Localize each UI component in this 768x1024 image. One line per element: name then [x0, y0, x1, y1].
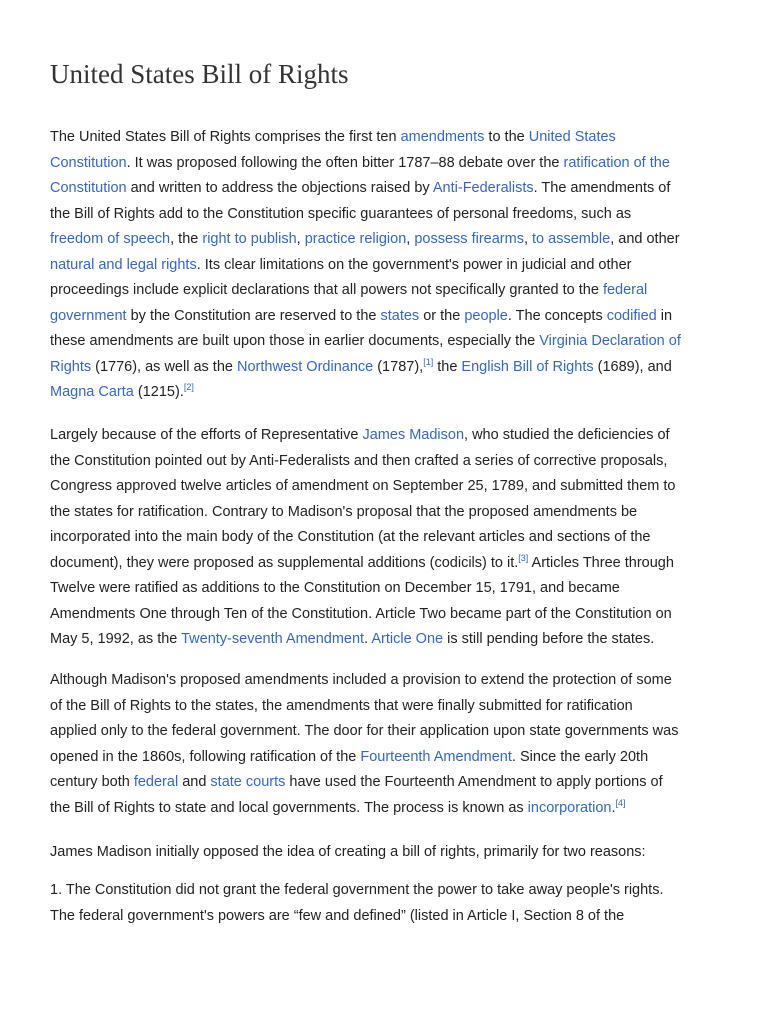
text-line — [50, 202, 730, 228]
body-text: . — [611, 799, 616, 816]
text-line — [50, 355, 730, 381]
wiki-link[interactable]: people — [464, 307, 508, 324]
text-line — [50, 796, 730, 822]
text-line — [50, 253, 730, 279]
text-line — [50, 125, 730, 151]
text-line — [50, 329, 730, 355]
body-text: . The concepts — [507, 307, 607, 324]
text-line — [50, 474, 730, 500]
body-text: document), they were proposed as supplemental additions (codicils) to it. — [50, 554, 519, 571]
text-line — [50, 770, 730, 796]
body-text: to the — [484, 129, 529, 145]
wiki-link[interactable]: ratification of the — [563, 154, 670, 171]
body-text: and — [178, 774, 211, 790]
text-line — [50, 423, 730, 449]
body-text: these amendments are built upon those in earlier documents, especially the — [50, 333, 540, 349]
wiki-link[interactable]: natural and legal rights — [50, 256, 197, 273]
text-line — [50, 668, 730, 694]
body-text: of the Bill of Rights to the states, the amendments that were finally submitted for ratification — [50, 697, 633, 714]
text-line — [50, 627, 730, 653]
wiki-link[interactable]: amendments — [400, 129, 485, 145]
citation-reference[interactable]: [3] — [518, 552, 529, 563]
body-text: proceedings include explicit declarations that all powers not specifically granted to the — [50, 282, 603, 298]
body-text: 1. The Constitution did not grant the federal government the power to take away people's rights. — [50, 882, 664, 898]
body-text: the — [433, 358, 462, 375]
paragraph-madison-opposition — [50, 840, 730, 866]
text-line — [50, 602, 730, 628]
citation-reference[interactable]: [4] — [615, 797, 626, 808]
body-text: , — [296, 231, 305, 247]
body-text: Although Madison's proposed amendments included a provision to extend the protection of some — [50, 672, 672, 688]
body-text: Amendments One through Ten of the Constitution. Article Two became part of the Constitution on — [50, 605, 672, 622]
text-line — [50, 304, 730, 330]
body-text: , who studied the deficiencies of — [464, 427, 670, 443]
wiki-link[interactable]: practice religion — [304, 231, 407, 247]
body-text: The federal government's powers are “few and defined” (listed in Article I, Section 8 of the — [50, 907, 625, 924]
text-line — [50, 694, 730, 720]
body-text: (1776), as well as the — [91, 358, 237, 375]
body-text: or the — [419, 307, 465, 324]
wiki-link[interactable]: federal — [602, 282, 648, 298]
wiki-link[interactable]: right to publish — [202, 231, 297, 247]
body-text: (1215). — [133, 384, 184, 400]
body-text: the Constitution pointed out by Anti-Federalists and then crafted a series of corrective proposals, — [50, 452, 668, 469]
body-text: , — [406, 231, 415, 247]
text-line — [50, 719, 730, 745]
body-text: . It was proposed following the often bitter 1787–88 debate over the — [126, 154, 564, 171]
wiki-link[interactable]: states — [380, 307, 420, 324]
paragraph-history — [50, 423, 730, 653]
wiki-link[interactable]: Twenty-seventh Amendment — [181, 631, 365, 647]
body-text: . — [364, 631, 372, 647]
wiki-link[interactable]: United States — [528, 129, 616, 145]
body-text: The United States Bill of Rights comprises the first ten — [50, 129, 401, 145]
text-line — [50, 449, 730, 475]
body-text: opened in the 1860s, following ratification of the — [50, 748, 361, 765]
text-line — [50, 745, 730, 771]
wiki-link[interactable]: Constitution — [50, 180, 127, 196]
body-text: , — [523, 231, 533, 247]
wiki-link[interactable]: Rights — [50, 358, 92, 375]
wiki-link[interactable]: Article One — [371, 631, 444, 647]
body-text: is still pending before the states. — [443, 631, 655, 647]
wiki-link[interactable]: state courts — [210, 774, 286, 790]
wiki-link[interactable]: federal — [133, 774, 179, 790]
text-line — [50, 576, 730, 602]
wiki-link[interactable]: freedom of speech — [50, 231, 171, 247]
wiki-link[interactable]: Magna Carta — [50, 384, 134, 400]
body-text: Congress approved twelve articles of amendment on September 25, 1789, and submitted them to — [50, 478, 676, 494]
article-title: United States Bill of Rights — [50, 59, 349, 89]
body-text: incorporated into the main body of the Constitution (at the relevant articles and sections of the — [50, 529, 651, 545]
wiki-link[interactable]: possess firearms — [414, 231, 524, 247]
body-text: have used the Fourteenth Amendment to apply portions of — [285, 774, 663, 790]
body-text: James Madison initially opposed the idea of creating a bill of rights, primarily for two reasons: — [50, 844, 646, 860]
wiki-link[interactable]: English Bill of Rights — [461, 358, 594, 375]
body-text: and written to address the objections raised by — [126, 180, 433, 196]
text-line — [50, 551, 730, 577]
paragraph-reason-one — [50, 878, 730, 929]
citation-reference[interactable]: [1] — [423, 356, 434, 367]
text-line — [50, 227, 730, 253]
body-text: applied only to the federal government. The door for their application upon state governments was — [50, 723, 679, 739]
body-text: Largely because of the efforts of Representative — [50, 427, 363, 443]
body-text: . Since the early 20th — [511, 748, 649, 765]
text-line — [50, 500, 730, 526]
body-text: Articles Three through — [528, 554, 674, 571]
paragraph-incorporation — [50, 668, 730, 821]
text-line — [50, 278, 730, 304]
body-text: . Its clear limitations on the government's power in judicial and other — [196, 256, 632, 273]
wiki-link[interactable]: Virginia Declaration of — [539, 333, 681, 349]
body-text: . The amendments of — [533, 180, 671, 196]
body-text: the Bill of Rights to state and local governments. The process is known as — [50, 799, 528, 816]
body-text: by the Constitution are reserved to the — [126, 307, 381, 324]
body-text: the Bill of Rights add to the Constitution specific guarantees of personal freedoms, such as — [50, 205, 632, 222]
paragraph-intro — [50, 125, 730, 406]
body-text: (1787), — [373, 358, 424, 375]
wiki-link[interactable]: Constitution — [50, 154, 127, 171]
wiki-link[interactable]: codified — [606, 307, 657, 324]
body-text: in — [656, 307, 673, 324]
body-text: , and other — [610, 231, 680, 247]
text-line — [50, 176, 730, 202]
text-line — [50, 878, 730, 904]
wiki-link[interactable]: Northwest Ordinance — [237, 358, 374, 375]
wiki-link[interactable]: James Madison — [362, 427, 465, 443]
wiki-link[interactable]: Anti-Federalists — [432, 180, 534, 196]
wiki-link[interactable]: incorporation — [527, 799, 612, 816]
wiki-link[interactable]: Fourteenth Amendment — [360, 748, 512, 765]
body-text: May 5, 1992, as the — [50, 631, 182, 647]
citation-reference[interactable]: [2] — [183, 382, 194, 392]
body-text: Twelve were ratified as additions to the Constitution on December 15, 1791, and became — [50, 580, 620, 596]
body-text: (1689), and — [593, 358, 672, 375]
text-line — [50, 904, 730, 930]
body-text: century both — [50, 774, 134, 790]
body-text: , the — [170, 231, 203, 247]
body-text: the states for ratification. Contrary to Madison's proposal that the proposed amendments be — [50, 503, 638, 520]
wiki-link[interactable]: government — [50, 307, 127, 324]
text-line — [50, 525, 730, 551]
text-line — [50, 151, 730, 177]
wiki-link[interactable]: to assemble — [532, 231, 611, 247]
text-line — [50, 840, 730, 866]
text-line — [50, 380, 730, 406]
